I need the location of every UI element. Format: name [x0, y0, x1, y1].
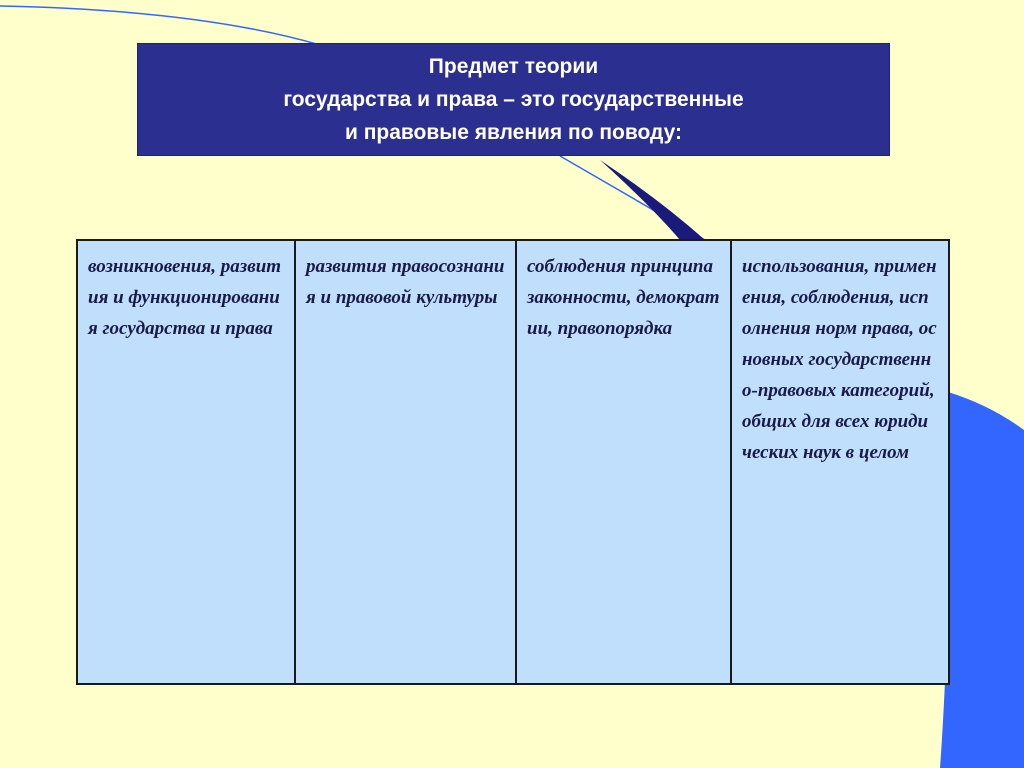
decor-curve-top [0, 6, 320, 45]
table-cell-origin: возникновения, развития и функционирования государства и права [77, 240, 295, 684]
decor-shape-right [940, 392, 1024, 768]
title-line-2: государства и права – это государственные [283, 88, 744, 111]
table-cell-legality: соблюдения принципа законности, демократии, правопорядка [516, 240, 731, 684]
subjects-table [76, 239, 950, 685]
decor-wedge-navy [600, 160, 705, 240]
table-row [77, 240, 949, 684]
title-line-1: Предмет теории [428, 55, 599, 78]
table-cell-legal-consciousness: развития правосознания и правовой культуры [295, 240, 516, 684]
table-cell-application: использования, применения, соблюдения, исполнения норм права, основных государственно-правовых категорий, общих для всех юридических наук в целом [731, 240, 949, 684]
title-line-3: и правовые явления по поводу: [344, 121, 683, 144]
title-banner [137, 43, 890, 156]
subjects-table-wrapper [76, 239, 948, 685]
